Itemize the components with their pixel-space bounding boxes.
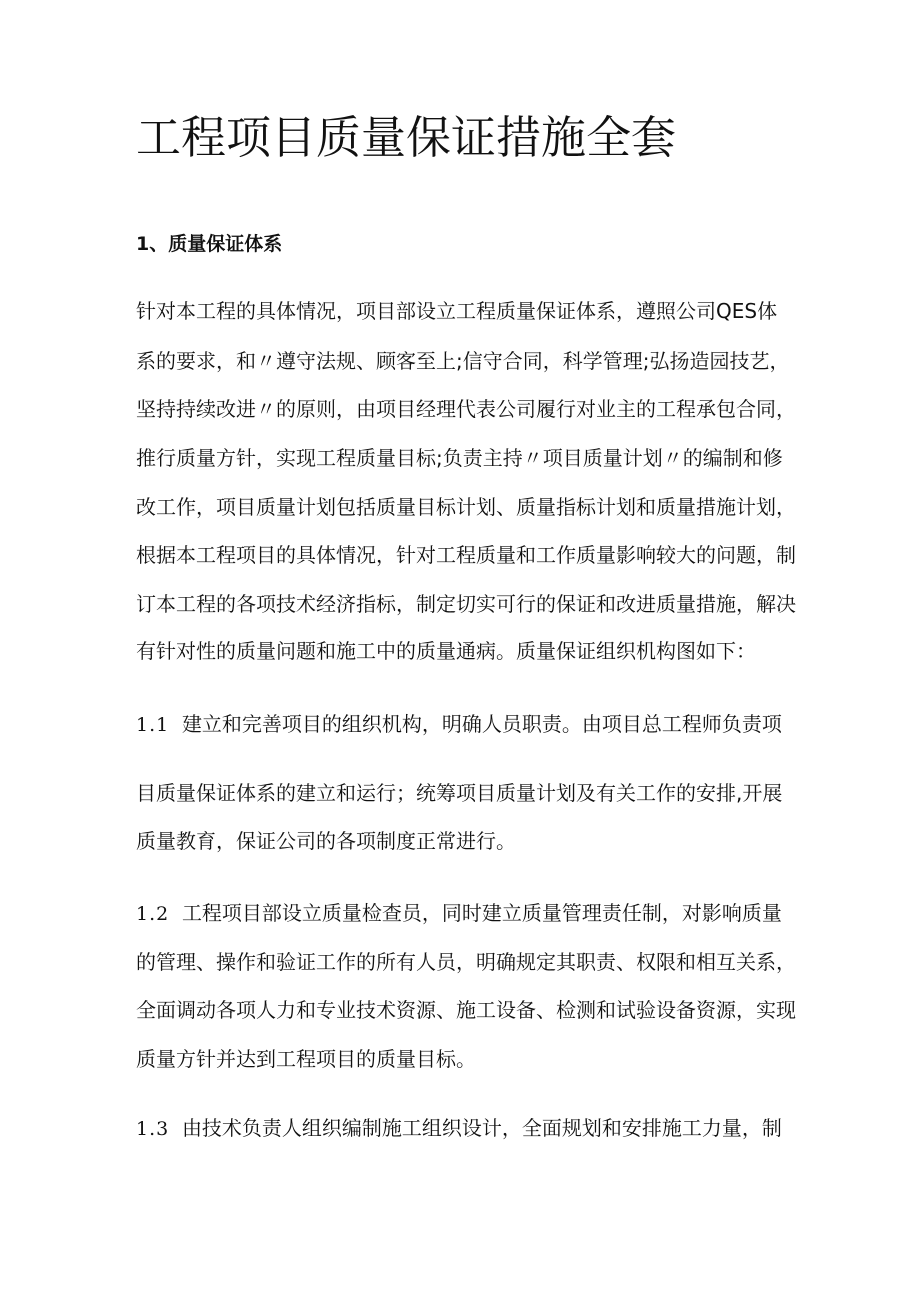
paragraph-line: 有针对性的质量问题和施工中的质量通病。质量保证组织机构图如下： [136,639,756,663]
paragraph-line: 目质量保证体系的建立和运行；统筹项目质量计划及有关工作的安排,开展 [136,781,783,805]
item-text: 工程项目部设立质量检查员，同时建立质量管理责任制，对影响质量 [181,901,782,925]
paragraph-line: 针对本工程的具体情况，项目部设立工程质量保证体系，遵照公司QES体 [136,299,778,323]
document-title: 工程项目质量保证措施全套 [136,111,677,164]
paragraph-line: 订本工程的各项技术经济指标，制定切实可行的保证和改进质量措施，解决 [136,592,796,616]
paragraph-line: 质量教育，保证公司的各项制度正常进行。 [136,829,516,853]
item-text: 由技术负责人组织编制施工组织设计，全面规划和安排施工力量，制 [181,1116,782,1140]
paragraph-line: 全面调动各项人力和专业技术资源、施工设备、检测和试验设备资源，实现 [136,998,796,1022]
paragraph-line: 坚持持续改进〃的原则，由项目经理代表公司履行对业主的工程承包合同， [136,397,796,421]
paragraph-line: 根据本工程项目的具体情况，针对工程质量和工作质量影响较大的问题，制 [136,543,796,567]
paragraph-line: 质量方针并达到工程项目的质量目标。 [136,1047,476,1071]
item-text: 建立和完善项目的组织机构，明确人员职责。由项目总工程师负责项 [181,712,782,736]
item-number: 1.3 [136,1118,170,1140]
item-first-line [136,898,782,929]
paragraph-line: 推行质量方针，实现工程质量目标;负责主持〃项目质量计划〃的编制和修 [136,446,783,470]
item-first-line [136,1113,782,1144]
paragraph-line: 的管理、操作和验证工作的所有人员，明确规定其职责、权限和相互关系， [136,950,796,974]
item-number: 1.2 [136,903,170,925]
item-first-line [136,709,782,740]
item-number: 1.1 [136,714,170,736]
paragraph-line: 系的要求，和〃遵守法规、顾客至上;信守合同，科学管理;弘扬造园技艺， [136,349,790,373]
section-heading: 1、质量保证体系 [136,233,283,255]
paragraph-line: 改工作，项目质量计划包括质量目标计划、质量指标计划和质量措施计划， [136,495,796,519]
